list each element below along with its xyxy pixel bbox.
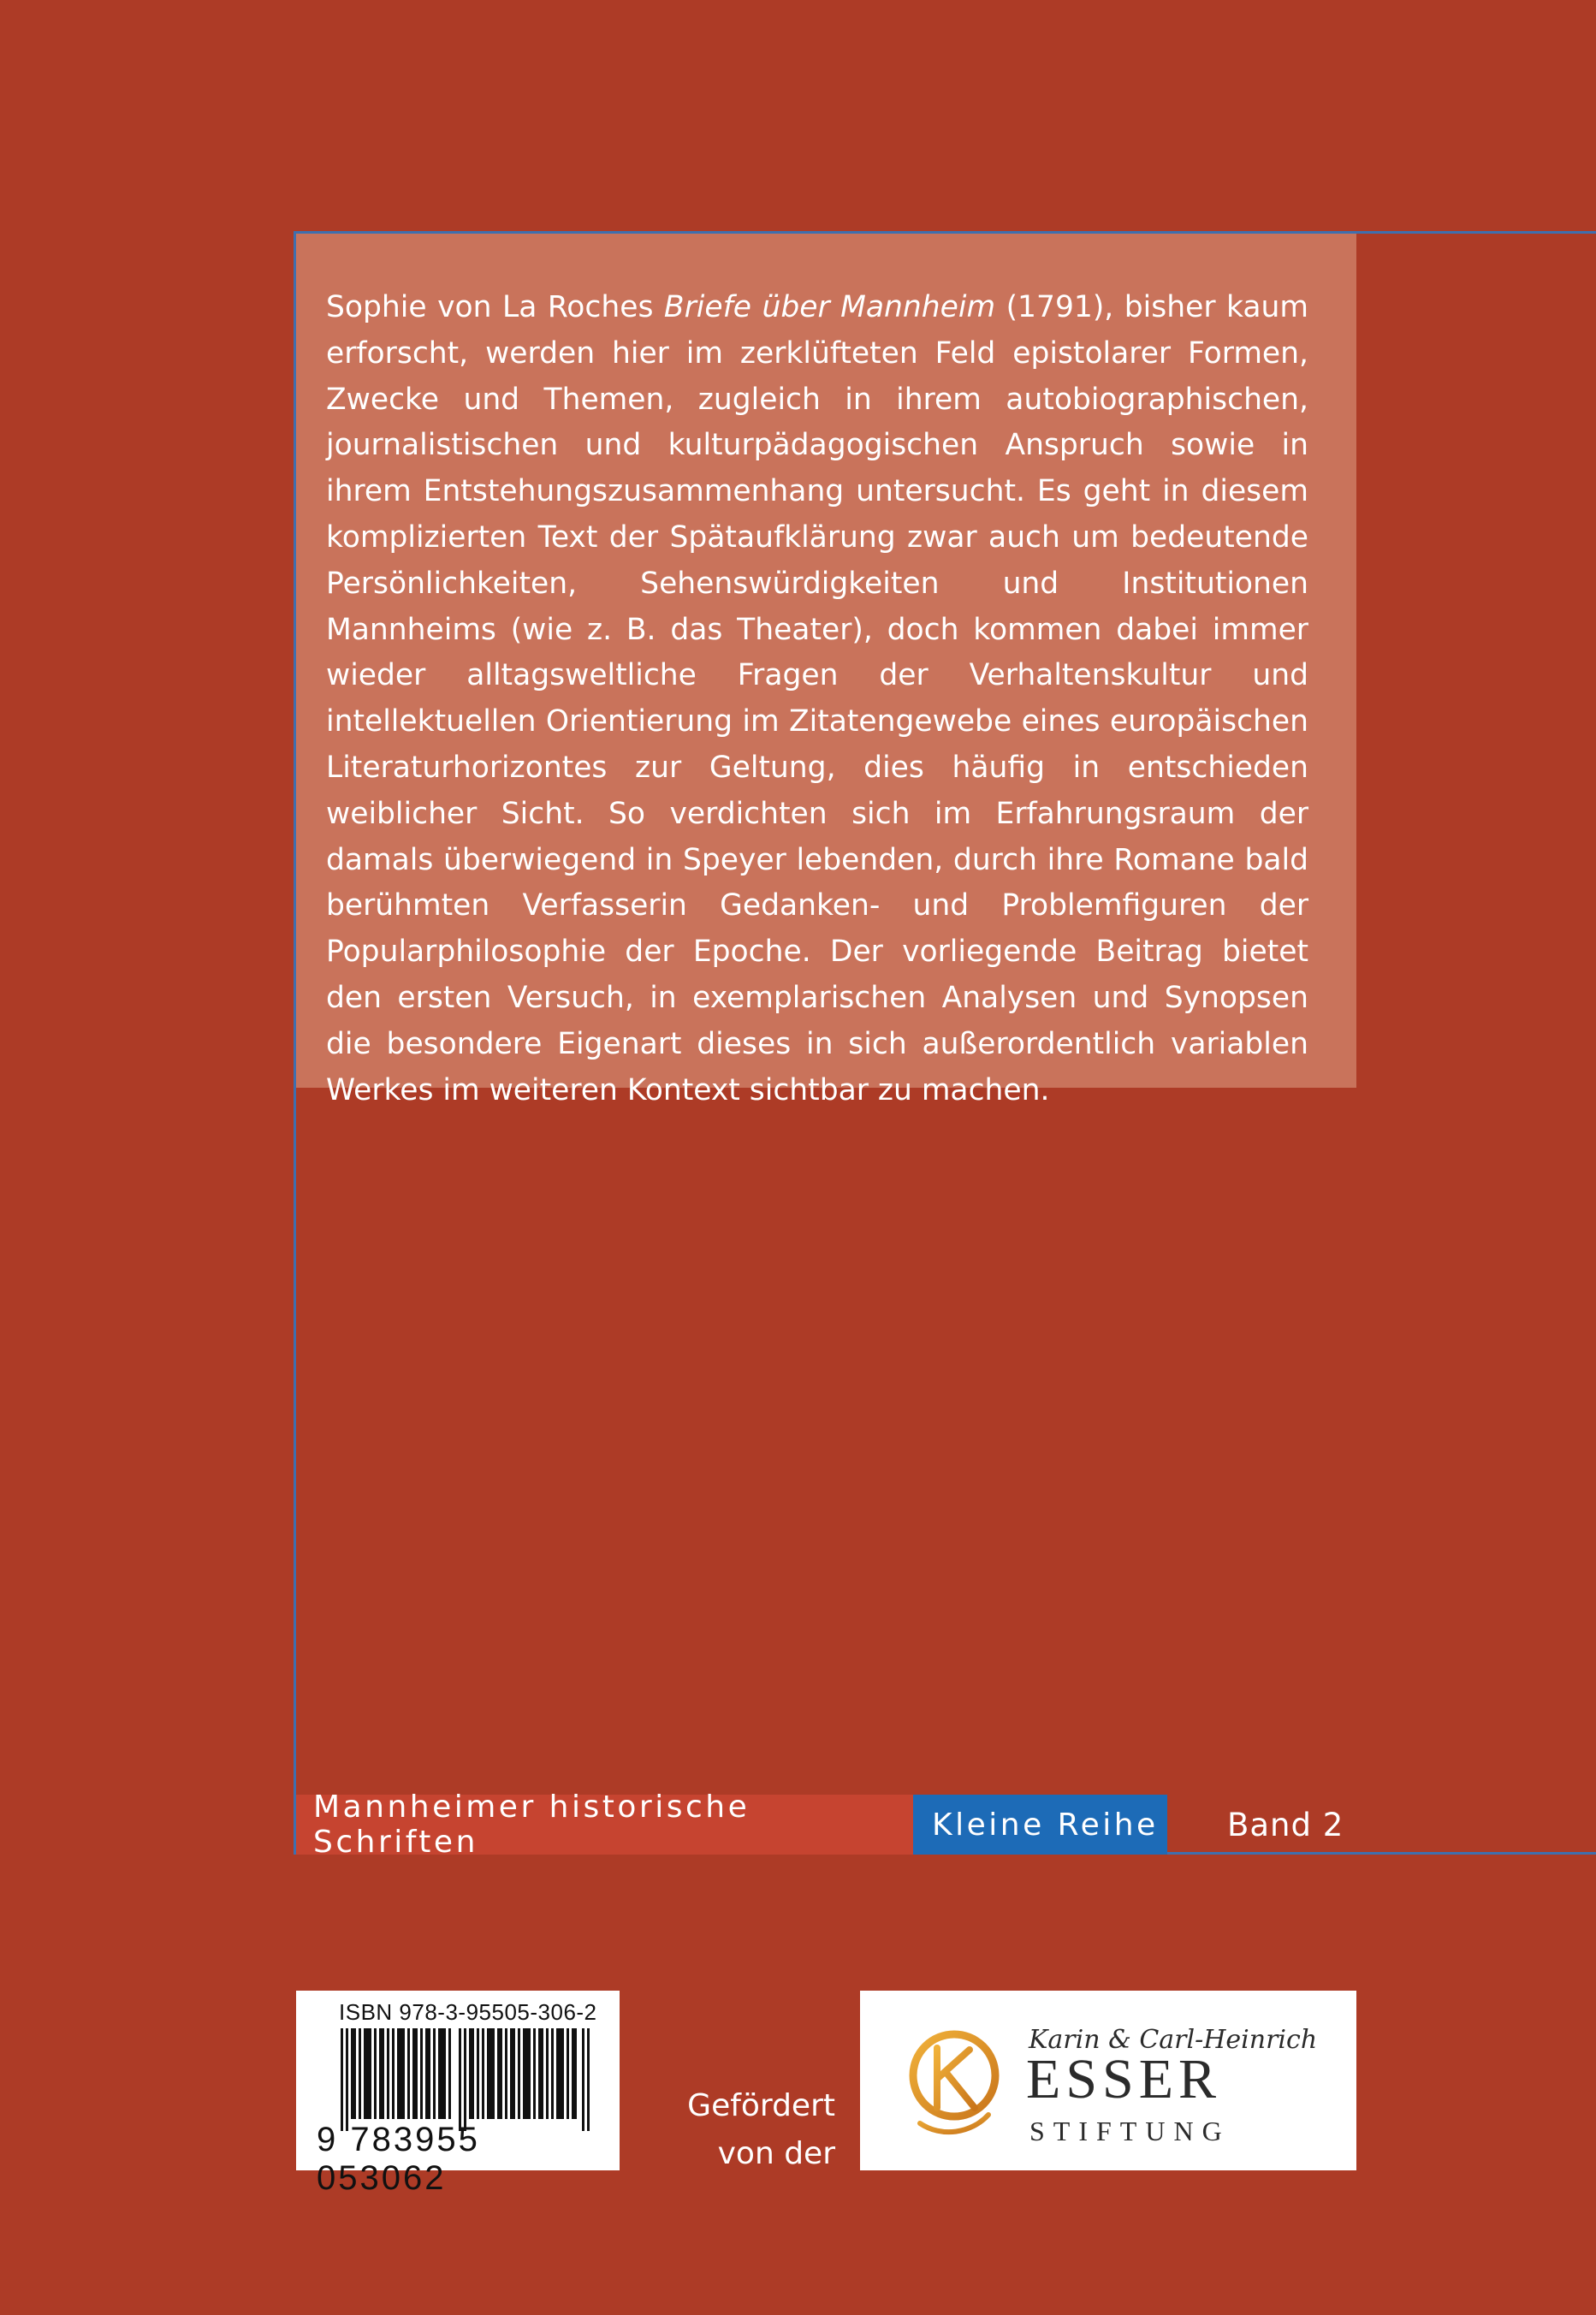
sponsor-stiftung: STIFTUNG — [1029, 2116, 1231, 2146]
sponsor-logo-box — [860, 1991, 1356, 2170]
blurb-text — [326, 285, 1308, 1113]
series-bar — [296, 1790, 1356, 1860]
isbn-barcode-box — [296, 1991, 620, 2197]
sponsor-name-line: Karin & Carl-Heinrich — [1029, 2025, 1318, 2055]
isbn-digits: 9 783955 053062 — [317, 2121, 480, 2197]
monogram-logo-icon — [903, 2022, 1006, 2142]
blurb-text-part1: Sophie von La Roches — [326, 290, 664, 324]
barcode-icon — [341, 2028, 597, 2131]
isbn-label: ISBN 978-3-95505-306-2 — [339, 1999, 597, 2025]
blurb-text-part2: (1791), bisher kaum erforscht, werden hier im zerklüfteten Feld epistolarer Formen, Zwecke und Themen, zugleich in ihrem autobiographischen, journalistischen und kulturpädagogischen Anspruch sowie in ihrem Entstehungszusammenhang untersucht. Es geht in diesem komplizierten Text der Spätaufklärung zwar auch um bedeutende Persönlichkeiten, Sehenswürdigkeiten und Institutionen Mannheims (wie z. B. das Theater), doch kommen dabei immer wieder alltagsweltliche Fragen der Verhaltenskultur und intellektuellen Orientierung im Zitatengewebe eines europäischen Literaturhorizontes zur Geltung, dies häufig in entschieden weiblicher Sicht. So verdichten sich im Erfahrungsraum der damals überwiegend in Speyer lebenden, durch ihre Romane bald berühmten Verfasserin Gedanken- und Problemfiguren der Popularphilosophie der Epoche. Der vorliegende Beitrag bietet den ersten Versuch, in exemplarischen Analysen und Synopsen die besondere Eigenart dieses in sich außerordentlich variablen Werkes im weiteren Kontext sichtbar zu machen. — [326, 290, 1308, 1107]
series-title: Mannheimer historische Schriften — [296, 1795, 913, 1855]
blurb-panel — [296, 234, 1356, 1107]
series-volume: Band 2 — [1227, 1806, 1344, 1843]
funded-line2: von der — [717, 2136, 835, 2171]
sponsor-esser: ESSER — [1026, 2048, 1222, 2110]
funded-line1: Gefördert — [687, 2088, 835, 2123]
series-subtitle: Kleine Reihe — [913, 1795, 1167, 1855]
funded-by-text — [676, 2082, 835, 2178]
blurb-book-title: Briefe über Mannheim — [663, 290, 996, 324]
